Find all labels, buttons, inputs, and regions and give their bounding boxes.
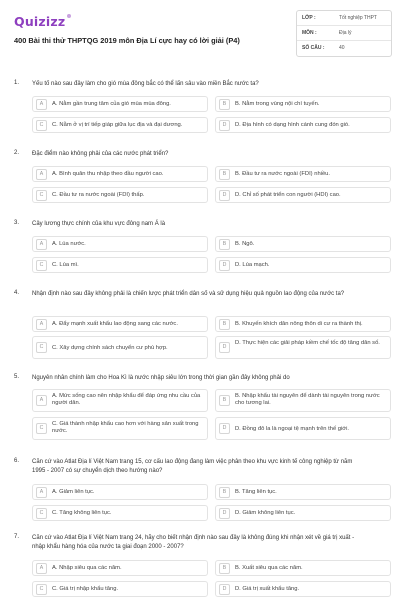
option-text: D. Giảm không liên tục. — [235, 510, 296, 516]
option-text: B. Khuyến khích dân nông thôn di cư ra thành thị. — [235, 321, 363, 327]
option-text: D. Địa hình có dạng hình cánh cung đón gió. — [235, 122, 350, 128]
option-b[interactable] — [215, 166, 391, 182]
meta-label: SỐ CÂU : — [302, 45, 325, 51]
question-text: Đặc điểm nào không phải của các nước phát triển? — [32, 151, 169, 157]
option-d[interactable] — [215, 336, 391, 359]
option-text: A. Bình quân thu nhập theo đầu người cao. — [52, 171, 164, 177]
meta-row-question-count — [297, 41, 391, 56]
option-letter-badge: C — [36, 423, 47, 434]
question-text: Căn cứ vào Atlat Địa lí Việt Nam trang 24, hãy cho biết nhận định nào sau đây là không đúng khi nhận xét về giá trị xuất - nhập khẩu hàng hóa của nước ta giai đoạn 2000 - 2007? — [32, 535, 355, 550]
option-letter-badge: B — [219, 487, 230, 498]
option-text: D. Thực hiện các giải pháp kiềm chế tốc độ tăng dân số. — [235, 339, 380, 346]
question-text: Nguyên nhân chính làm cho Hoa Kì là nước nhập siêu lớn trong thời gian gần đây không phải do — [32, 375, 290, 381]
option-letter-badge: A — [36, 319, 47, 330]
question-number: 5. — [14, 374, 20, 380]
option-text: A. Đẩy mạnh xuất khẩu lao động sang các nước. — [52, 321, 178, 327]
option-text: B. Tăng liên tục. — [235, 489, 277, 495]
meta-value: 40 — [339, 45, 345, 51]
document-title: 400 Bài thi thử THPTQG 2019 môn Địa Lí cực hay có lời giải (P4) — [14, 36, 240, 45]
option-text: D. Lúa mạch. — [235, 262, 270, 268]
question-text: Cây lương thực chính của khu vực đông nam Á là — [32, 221, 166, 227]
option-text: C. Giá thành nhập khẩu cao hơn với hàng sản xuất trong nước. — [52, 420, 199, 434]
quizizz-logo — [14, 14, 71, 29]
option-letter-badge: C — [36, 508, 47, 519]
option-letter-badge: C — [36, 342, 47, 353]
option-text: B. Ngô. — [235, 241, 255, 247]
question-text: Yếu tố nào sau đây làm cho gió mùa đông bắc có thể lấn sâu vào miền Bắc nước ta? — [32, 81, 259, 87]
option-c[interactable] — [32, 336, 208, 359]
option-letter-badge: A — [36, 169, 47, 180]
option-letter-badge: A — [36, 239, 47, 250]
option-text: D. Đồng đô la là ngoại tệ mạnh trên thế giới. — [235, 425, 350, 432]
option-c[interactable] — [32, 117, 208, 133]
option-text: C. Tăng không liên tục. — [52, 510, 112, 516]
option-d[interactable] — [215, 117, 391, 133]
option-text: B. Nhập khẩu tài nguyên để dành tài nguyên trong nước cho tương lai. — [235, 392, 380, 406]
option-a[interactable] — [32, 389, 208, 412]
option-c[interactable] — [32, 187, 208, 203]
option-text: A. Mức sống cao nên nhập khẩu để đáp ứng nhu cầu của người dân. — [52, 392, 201, 406]
question-number: 4. — [14, 290, 20, 296]
option-text: A. Nhập siêu qua các năm. — [52, 565, 122, 571]
option-d[interactable] — [215, 581, 391, 597]
question-number: 3. — [14, 220, 20, 226]
option-b[interactable] — [215, 389, 391, 412]
option-text: C. Đầu tư ra nước ngoài (FDI) thấp. — [52, 192, 145, 198]
option-b[interactable] — [215, 484, 391, 500]
option-b[interactable] — [215, 236, 391, 252]
option-text: C. Lúa mì. — [52, 262, 79, 268]
option-letter-badge: A — [36, 99, 47, 110]
option-a[interactable] — [32, 236, 208, 252]
question-text: Căn cứ vào Atlat Địa lí Việt Nam trang 15, cơ cấu lao động đang làm việc phân theo khu vực kinh tế công nghiệp từ năm 1995 - 2007 có sự chuyển dịch theo hướng nào? — [32, 459, 353, 474]
option-letter-badge: D — [219, 260, 230, 271]
logo-text: Quizizz — [14, 14, 66, 29]
option-text: C. Xây dựng chính sách chuyển cư phù hợp. — [52, 344, 168, 351]
option-letter-badge: C — [36, 260, 47, 271]
meta-label: LỚP : — [302, 15, 316, 21]
option-b[interactable] — [215, 316, 391, 332]
option-text: B. Đầu tư ra nước ngoài (FDI) nhiều. — [235, 171, 331, 177]
option-text: B. Xuất siêu qua các năm. — [235, 565, 303, 571]
option-letter-badge: D — [219, 342, 230, 353]
option-letter-badge: B — [219, 319, 230, 330]
option-letter-badge: D — [219, 584, 230, 595]
meta-info-box — [296, 10, 392, 57]
question-number: 6. — [14, 458, 20, 464]
option-letter-badge: B — [219, 395, 230, 406]
meta-row-subject — [297, 26, 391, 41]
option-text: C. Nằm ở vị trí tiếp giáp giữa lục địa và đại dương. — [52, 122, 183, 128]
option-c[interactable] — [32, 505, 208, 521]
option-d[interactable] — [215, 187, 391, 203]
option-letter-badge: B — [219, 99, 230, 110]
option-d[interactable] — [215, 257, 391, 273]
option-letter-badge: B — [219, 563, 230, 574]
option-c[interactable] — [32, 417, 208, 440]
option-c[interactable] — [32, 581, 208, 597]
question-number: 2. — [14, 150, 20, 156]
logo-dot-icon — [67, 14, 71, 18]
option-letter-badge: B — [219, 239, 230, 250]
option-text: D. Giá trị xuất khẩu tăng. — [235, 586, 300, 592]
option-letter-badge: D — [219, 423, 230, 434]
option-b[interactable] — [215, 96, 391, 112]
option-letter-badge: C — [36, 120, 47, 131]
option-a[interactable] — [32, 560, 208, 576]
option-text: C. Giá trị nhập khẩu tăng. — [52, 586, 119, 592]
meta-label: MÔN : — [302, 30, 317, 36]
option-a[interactable] — [32, 96, 208, 112]
option-letter-badge: D — [219, 120, 230, 131]
option-b[interactable] — [215, 560, 391, 576]
option-text: A. Nằm gần trung tâm của gió mùa mùa đông. — [52, 101, 171, 107]
option-a[interactable] — [32, 484, 208, 500]
option-letter-badge: C — [36, 584, 47, 595]
question-number: 1. — [14, 80, 20, 86]
page-header — [0, 0, 400, 62]
option-a[interactable] — [32, 316, 208, 332]
option-d[interactable] — [215, 505, 391, 521]
option-letter-badge: C — [36, 190, 47, 201]
option-letter-badge: D — [219, 508, 230, 519]
option-letter-badge: D — [219, 190, 230, 201]
option-d[interactable] — [215, 417, 391, 440]
meta-value: Địa lý — [339, 30, 352, 36]
question-number: 7. — [14, 534, 20, 540]
option-c[interactable] — [32, 257, 208, 273]
option-letter-badge: A — [36, 487, 47, 498]
option-text: A. Lúa nước. — [52, 241, 86, 247]
option-text: D. Chỉ số phát triển con người (HDI) cao. — [235, 192, 341, 198]
option-letter-badge: B — [219, 169, 230, 180]
question-text: Nhận định nào sau đây không phải là chiến lược phát triển dân số và sử dụng hiệu quả nguồn lao động của nước ta? — [32, 291, 345, 297]
option-a[interactable] — [32, 166, 208, 182]
option-text: B. Nằm trong vùng nội chí tuyến. — [235, 101, 320, 107]
option-text: A. Giảm liên tục. — [52, 489, 95, 495]
meta-row-class — [297, 11, 391, 26]
meta-value: Tốt nghiệp THPT — [339, 15, 377, 21]
option-letter-badge: A — [36, 395, 47, 406]
option-letter-badge: A — [36, 563, 47, 574]
